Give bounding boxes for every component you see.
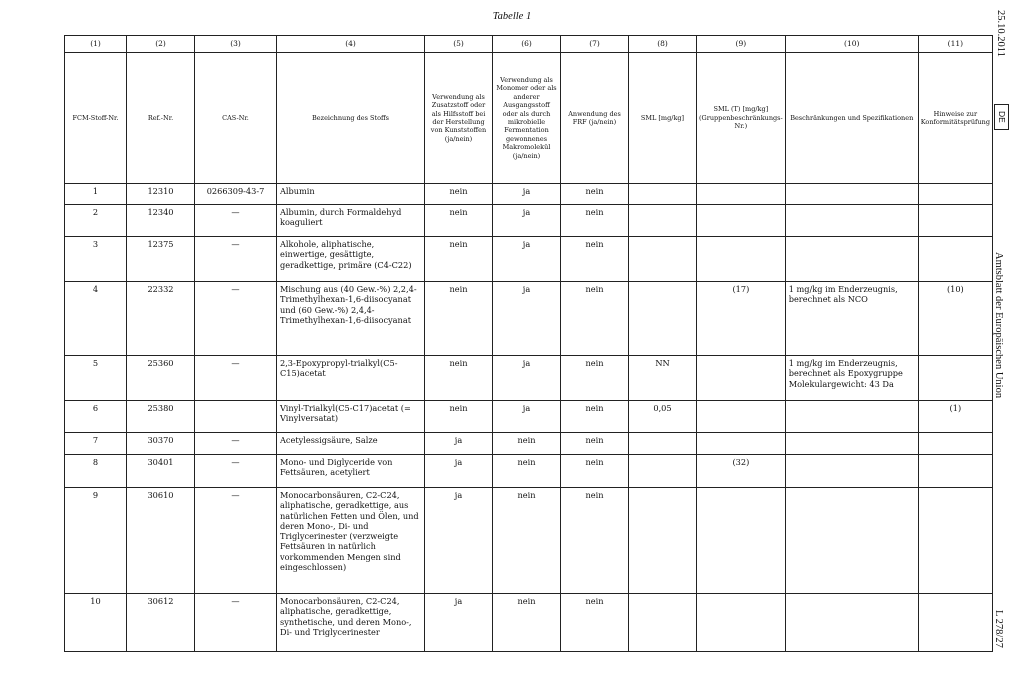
header-restrictions: Beschränkungen und Spezifikationen: [785, 53, 918, 184]
row-restrictions: [785, 184, 918, 205]
row-cas: —: [195, 282, 277, 356]
row-fcm: 5: [65, 356, 127, 401]
row-fcm: 7: [65, 433, 127, 455]
row-cas: —: [195, 237, 277, 282]
row-notes: [918, 356, 992, 401]
row-monomer: nein: [493, 455, 561, 488]
row-restrictions: [785, 401, 918, 433]
row-name: Monocarbonsäuren, C2-C24, aliphatische, geradkettige, aus natürlichen Fetten und Ölen, und deren Mono-, Di- und Triglycerinester (verzweigte Fettsäuren in natürlich vorkommenden Mengen sind eingeschlossen): [277, 488, 425, 594]
row-monomer: nein: [493, 433, 561, 455]
row-ref: 30401: [127, 455, 195, 488]
table-row: [65, 401, 993, 433]
row-ref: 12375: [127, 237, 195, 282]
row-notes: [918, 184, 992, 205]
row-ref: 30612: [127, 594, 195, 652]
row-additive: nein: [425, 401, 493, 433]
header-smlt: SML (T) [mg/kg] (Gruppenbeschränkungs-Nr.): [697, 53, 786, 184]
table-row: [65, 184, 993, 205]
row-ref: 30610: [127, 488, 195, 594]
row-frf: nein: [561, 401, 629, 433]
row-restrictions: 1 mg/kg im Enderzeugnis, berechnet als Epoxygruppe Molekulargewicht: 43 Da: [785, 356, 918, 401]
col-num: (5): [425, 36, 493, 53]
row-smlt: (32): [697, 455, 786, 488]
row-cas: 0266309-43-7: [195, 184, 277, 205]
row-frf: nein: [561, 594, 629, 652]
row-sml: [629, 237, 697, 282]
header-cas: CAS-Nr.: [195, 53, 277, 184]
row-monomer: ja: [493, 237, 561, 282]
row-fcm: 2: [65, 205, 127, 237]
row-notes: [918, 455, 992, 488]
row-fcm: 8: [65, 455, 127, 488]
row-cas: —: [195, 356, 277, 401]
row-restrictions: 1 mg/kg im Enderzeugnis, berechnet als NCO: [785, 282, 918, 356]
header-sml: SML [mg/kg]: [629, 53, 697, 184]
row-frf: nein: [561, 205, 629, 237]
row-notes: (10): [918, 282, 992, 356]
row-notes: [918, 488, 992, 594]
row-additive: nein: [425, 356, 493, 401]
col-num: (6): [493, 36, 561, 53]
table-row: [65, 356, 993, 401]
row-restrictions: [785, 488, 918, 594]
row-sml: [629, 488, 697, 594]
header-notes: Hinweise zur Konformitätsprüfung: [918, 53, 992, 184]
row-name: Acetylessigsäure, Salze: [277, 433, 425, 455]
row-restrictions: [785, 455, 918, 488]
row-smlt: [697, 237, 786, 282]
row-monomer: ja: [493, 282, 561, 356]
row-ref: 25360: [127, 356, 195, 401]
table-row: [65, 282, 993, 356]
row-monomer: ja: [493, 401, 561, 433]
row-restrictions: [785, 205, 918, 237]
table-row: [65, 594, 993, 652]
header-additive: Verwendung als Zusatzstoff oder als Hilfsstoff bei der Herstellung von Kunststoffen (ja/nein): [425, 53, 493, 184]
page-number: L 278/27: [993, 610, 1004, 648]
row-cas: —: [195, 455, 277, 488]
row-smlt: [697, 488, 786, 594]
row-fcm: 6: [65, 401, 127, 433]
row-restrictions: [785, 237, 918, 282]
header-row: [65, 53, 993, 184]
row-ref: 22332: [127, 282, 195, 356]
row-monomer: nein: [493, 594, 561, 652]
row-ref: 25380: [127, 401, 195, 433]
row-additive: nein: [425, 237, 493, 282]
row-name: Albumin, durch Formaldehyd koaguliert: [277, 205, 425, 237]
row-cas: —: [195, 488, 277, 594]
table-row: [65, 237, 993, 282]
row-notes: [918, 594, 992, 652]
substance-table: [64, 35, 993, 652]
row-fcm: 3: [65, 237, 127, 282]
row-additive: nein: [425, 205, 493, 237]
row-additive: ja: [425, 594, 493, 652]
column-number-row: [65, 36, 993, 53]
row-fcm: 9: [65, 488, 127, 594]
row-monomer: ja: [493, 184, 561, 205]
row-cas: [195, 401, 277, 433]
row-sml: [629, 455, 697, 488]
col-num: (3): [195, 36, 277, 53]
row-cas: —: [195, 594, 277, 652]
row-monomer: nein: [493, 488, 561, 594]
header-monomer: Verwendung als Monomer oder als anderer Ausgangsstoff oder als durch mikrobielle Fermentation gewonnenes Makromolekül (ja/nein): [493, 53, 561, 184]
row-cas: —: [195, 433, 277, 455]
table-row: [65, 205, 993, 237]
table-row: [65, 488, 993, 594]
row-name: Vinyl-Trialkyl(C5-C17)acetat (= Vinylversatat): [277, 401, 425, 433]
row-smlt: [697, 356, 786, 401]
row-frf: nein: [561, 282, 629, 356]
row-smlt: [697, 184, 786, 205]
row-notes: [918, 205, 992, 237]
row-name: Albumin: [277, 184, 425, 205]
header-name: Bezeichnung des Stoffs: [277, 53, 425, 184]
row-monomer: ja: [493, 356, 561, 401]
row-fcm: 4: [65, 282, 127, 356]
header-frf: Anwendung des FRF (ja/nein): [561, 53, 629, 184]
col-num: (4): [277, 36, 425, 53]
row-name: Alkohole, aliphatische, einwertige, gesättigte, geradkettige, primäre (C4-C22): [277, 237, 425, 282]
header-fcm: FCM-Stoff-Nr.: [65, 53, 127, 184]
row-smlt: [697, 594, 786, 652]
row-frf: nein: [561, 433, 629, 455]
row-additive: ja: [425, 433, 493, 455]
row-notes: [918, 237, 992, 282]
row-sml: [629, 433, 697, 455]
row-frf: nein: [561, 184, 629, 205]
col-num: (1): [65, 36, 127, 53]
row-sml: [629, 184, 697, 205]
header-ref: Ref.-Nr.: [127, 53, 195, 184]
row-additive: nein: [425, 282, 493, 356]
row-smlt: [697, 433, 786, 455]
row-sml: 0,05: [629, 401, 697, 433]
journal-name: Amtsblatt der Europäischen Union: [993, 252, 1004, 399]
row-notes: (1): [918, 401, 992, 433]
row-additive: ja: [425, 488, 493, 594]
row-sml: [629, 594, 697, 652]
col-num: (9): [697, 36, 786, 53]
col-num: (11): [918, 36, 992, 53]
row-frf: nein: [561, 488, 629, 594]
row-name: Mischung aus (40 Gew.-%) 2,2,4-Trimethylhexan-1,6-diisocyanat und (60 Gew.-%) 2,4,4-Trimethylhexan-1,6-diisocyanat: [277, 282, 425, 356]
row-ref: 12310: [127, 184, 195, 205]
row-fcm: 1: [65, 184, 127, 205]
language-badge: DE: [994, 104, 1009, 130]
row-frf: nein: [561, 237, 629, 282]
row-restrictions: [785, 594, 918, 652]
row-name: Mono- und Diglyceride von Fettsäuren, acetyliert: [277, 455, 425, 488]
table-row: [65, 433, 993, 455]
col-num: (10): [785, 36, 918, 53]
col-num: (2): [127, 36, 195, 53]
row-name: Monocarbonsäuren, C2-C24, aliphatische, geradkettige, synthetische, und deren Mono-, Di- und Triglycerinester: [277, 594, 425, 652]
row-restrictions: [785, 433, 918, 455]
row-fcm: 10: [65, 594, 127, 652]
row-notes: [918, 433, 992, 455]
table-title: Tabelle 1: [492, 11, 532, 22]
row-frf: nein: [561, 356, 629, 401]
row-additive: ja: [425, 455, 493, 488]
row-additive: nein: [425, 184, 493, 205]
row-smlt: [697, 401, 786, 433]
col-num: (8): [629, 36, 697, 53]
row-ref: 30370: [127, 433, 195, 455]
row-smlt: (17): [697, 282, 786, 356]
row-sml: [629, 282, 697, 356]
publication-date: 25.10.2011: [995, 10, 1006, 57]
row-sml: [629, 205, 697, 237]
row-ref: 12340: [127, 205, 195, 237]
row-monomer: ja: [493, 205, 561, 237]
table-row: [65, 455, 993, 488]
margin-rule: [983, 0, 984, 689]
row-name: 2,3-Epoxypropyl-trialkyl(C5-C15)acetat: [277, 356, 425, 401]
col-num: (7): [561, 36, 629, 53]
row-smlt: [697, 205, 786, 237]
row-frf: nein: [561, 455, 629, 488]
row-sml: NN: [629, 356, 697, 401]
row-cas: —: [195, 205, 277, 237]
